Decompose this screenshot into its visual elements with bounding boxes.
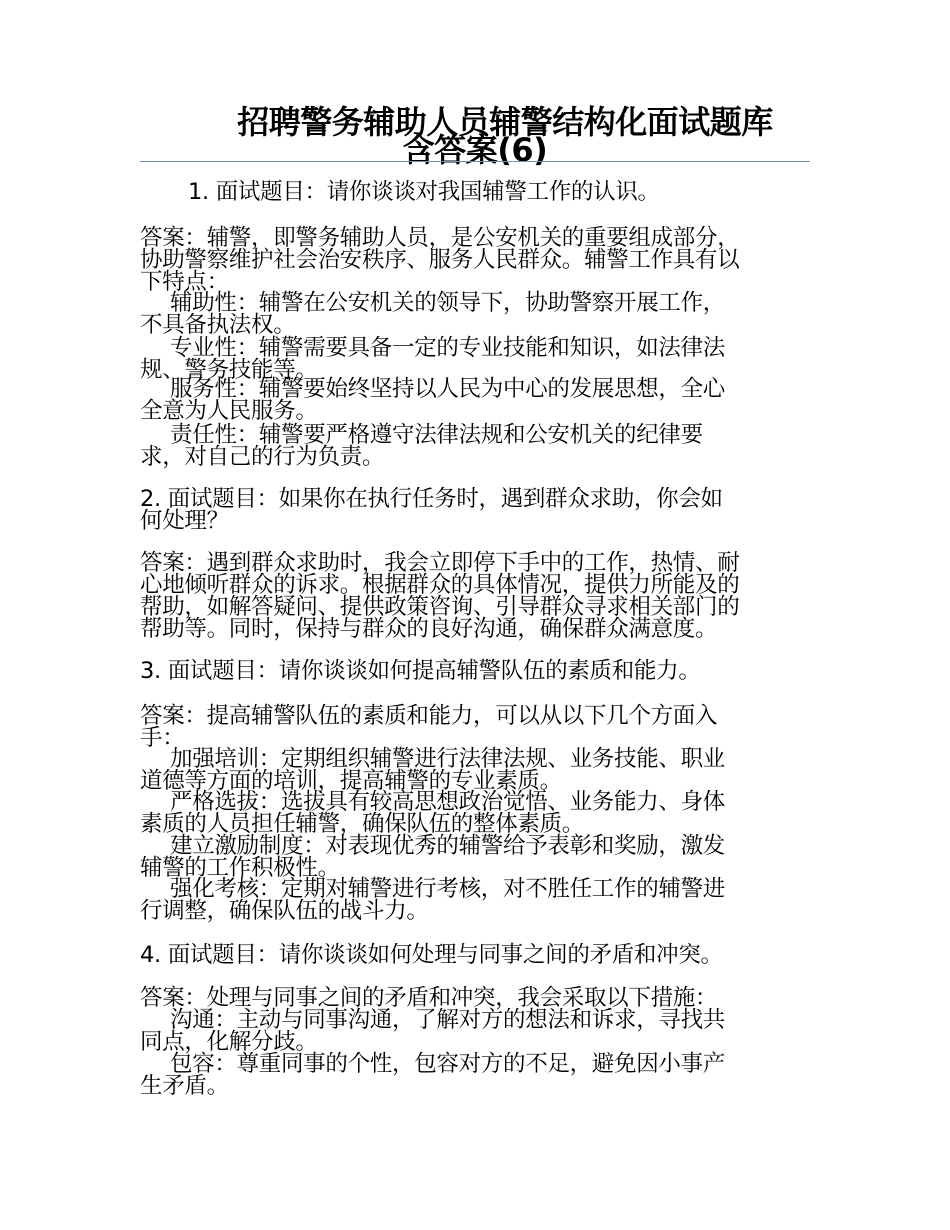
- title-line-1: 招聘警务辅助人员辅警结构化面试题库: [237, 103, 773, 141]
- answer-3: 答案：提高辅警队伍的素质和能力，可以从以下几个方面入 手：: [140, 703, 718, 751]
- answer-1-item: 辅助性：辅警在公安机关的领导下，协助警察开展工作， 不具备执法权。: [140, 290, 726, 338]
- question-1: 1. 面试题目：请你谈谈对我国辅警工作的认识。: [188, 179, 660, 205]
- answer-4-item: 沟通：主动与同事沟通，了解对方的想法和诉求，寻找共 同点，化解分歧。: [140, 1007, 726, 1055]
- answer-3-item: 建立激励制度：对表现优秀的辅警给予表彰和奖励，激发 辅警的工作积极性。: [140, 833, 726, 881]
- answer-4: 答案：处理与同事之间的矛盾和冲突，我会采取以下措施：: [140, 985, 718, 1011]
- answer-3-item: 加强培训：定期组织辅警进行法律法规、业务技能、职业 道德等方面的培训，提高辅警的专业素质。: [140, 746, 726, 794]
- title-line-2: 含答案(6): [402, 131, 548, 169]
- question-4: 4. 面试题目：请你谈谈如何处理与同事之间的矛盾和冲突。: [140, 942, 723, 968]
- question-2: 2. 面试题目：如果你在执行任务时，遇到群众求助，你会如 何处理？: [140, 486, 723, 534]
- title-divider: [140, 161, 810, 162]
- answer-1-item: 服务性：辅警要始终坚持以人民为中心的发展思想，全心 全意为人民服务。: [140, 376, 726, 424]
- document-title: [140, 103, 810, 169]
- answer-1-line: 答案：辅警，即警务辅助人员，是公安机关的重要组成部分，: [140, 225, 740, 251]
- answer-1-line: 协助警察维护社会治安秩序、服务人民群众。辅警工作具有以: [140, 247, 740, 273]
- answer-1-line: 下特点：: [140, 269, 229, 295]
- answer-4-item: 包容：尊重同事的个性，包容对方的不足，避免因小事产 生矛盾。: [140, 1051, 726, 1099]
- answer-3-item: 严格选拔：选拔具有较高思想政治觉悟、业务能力、身体 素质的人员担任辅警，确保队伍的整体素质。: [140, 789, 726, 837]
- answer-1-item: 专业性：辅警需要具备一定的专业技能和知识，如法律法 规、警务技能等。: [140, 335, 726, 383]
- answer-1-item: 责任性：辅警要严格遵守法律法规和公安机关的纪律要 求，对自己的行为负责。: [140, 422, 703, 470]
- question-3: 3. 面试题目：请你谈谈如何提高辅警队伍的素质和能力。: [140, 658, 701, 684]
- answer-3-item: 强化考核：定期对辅警进行考核，对不胜任工作的辅警进 行调整，确保队伍的战斗力。: [140, 876, 726, 924]
- answer-2: 答案：遇到群众求助时，我会立即停下手中的工作，热情、耐 心地倾听群众的诉求。根据群众的具体情况，提供力所能及的 帮助，如解答疑问、提供政策咨询、引导群众寻求相关部门的 帮助等。同时，保持与群众的良好沟通，确保群众满意度。: [140, 550, 740, 642]
- answer-1: [140, 227, 810, 293]
